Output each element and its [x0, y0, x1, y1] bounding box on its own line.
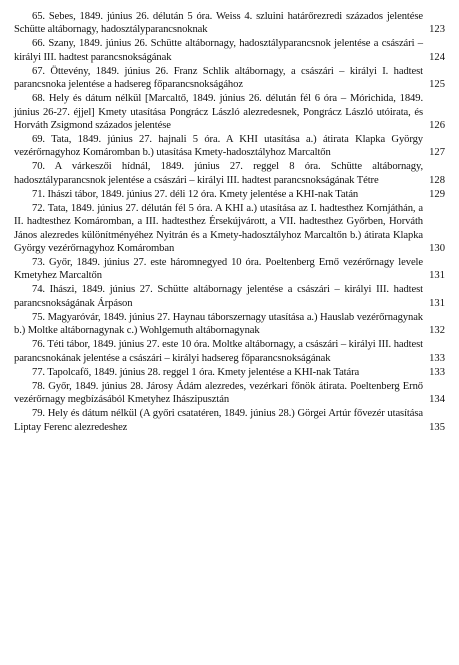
list-item [14, 380, 445, 407]
list-item [14, 256, 445, 283]
list-item [14, 311, 445, 338]
entry-text: 68. Hely és dátum nélkül [Marcaltő, 1849. június 26. délután fél 6 óra – Mórichida, 1849. június 26-27. éjjel] Kmety utasítása Pongrácz László alezredesnek, Pongrácz László utóirata, és Horváth Zsigmond százados jelentése [14, 93, 423, 132]
list-item [14, 338, 445, 365]
page-number: 129 [429, 188, 445, 200]
list-item [14, 160, 445, 187]
list-item [14, 407, 445, 434]
page-number: 125 [429, 79, 445, 91]
entry-text: 65. Sebes, 1849. június 26. délután 5 óra. Weiss 4. szluini határőrezredi százados jelentése Schütte altábornagy, hadosztályparancsnoknak [14, 11, 423, 36]
page-number: 132 [429, 325, 445, 337]
page-number: 130 [429, 243, 445, 255]
entry-text: 67. Öttevény, 1849. június 26. Franz Schlik altábornagy, a császári – királyi I. hadtest parancsnoka jelentése a hadsereg főparancsnokságához [14, 65, 423, 91]
entry-text: 74. Ihászi, 1849. június 27. Schütte altábornagy jelentése a császári – királyi III. hadtest parancsnokságának Árpáson [14, 284, 423, 309]
entry-text: 69. Tata, 1849. június 27. hajnali 5 óra. A KHI utasítása a.) átirata Klapka György vezérőrnagyhoz Komáromban b.) utasítása Kmety-hadosztályhoz Marcaltőn [14, 134, 423, 159]
list-item [14, 92, 445, 132]
list-item [14, 366, 445, 379]
list-item [14, 188, 445, 201]
page-number: 127 [429, 147, 445, 159]
page-number: 123 [429, 24, 445, 36]
entry-text: 79. Hely és dátum nélkül (A győri csatatéren, 1849. június 28.) Görgei Artúr fővezér utasítása Liptay Ferenc alezredeshez [14, 408, 423, 433]
page-number: 133 [429, 352, 445, 364]
entry-text: 66. Szany, 1849. június 26. Schütte altábornagy, hadosztályparancsnok jelentése a császári – királyi III. hadtest parancsnokságának [14, 38, 423, 63]
page-number: 134 [429, 394, 445, 406]
entry-text: 73. Győr, 1849. június 27. este háromnegyed 10 óra. Poeltenberg Ernő vezérőrnagy levele Kmetyhez Marcaltőn [14, 257, 423, 282]
list-item [14, 202, 445, 256]
entry-text: 78. Győr, 1849. június 28. Járosy Ádám alezredes, vezérkari főnök átirata. Poeltenberg Ernő vezérőrnagy megbízásából Kmetyhez Ihászipusztán [14, 380, 423, 406]
list-item [14, 133, 445, 160]
entry-text: 70. A várkeszői hídnál, 1849. június 27. reggel 8 óra. Schütte altábornagy, hadosztályparancsnok jelentése a császári – királyi III. hadtest parancsnokságának Tétre [14, 161, 423, 186]
page-number: 124 [429, 51, 445, 63]
list-item [14, 283, 445, 310]
entry-text: 72. Tata, 1849. június 27. délután fél 5 óra. A KHI a.) utasítása az I. hadtesthez Kornjáthán, a II. hadtesthez Komáromban, a III. hadtesthez Érsekújvárott, a VII. hadtesthez Győrben, Horváth János alezredes különítményéhez Nyitrán és a Kmety-hadosztályhoz Marcaltőn b.) átirata Klapka György vezérőrnagyhoz Komáromban [14, 202, 423, 255]
page-number: 131 [429, 297, 445, 309]
page-number: 133 [429, 366, 445, 378]
entry-text: 75. Magyaróvár, 1849. június 27. Haynau táborszernagy utasítása a.) Hauslab vezérőrnagynak b.) Moltke altábornagynak c.) Wohlgemuth altábornagynak [14, 311, 423, 337]
list-item [14, 65, 445, 92]
entry-text: 77. Tapolcafő, 1849. június 28. reggel 1 óra. Kmety jelentése a KHI-nak Tatára [32, 366, 360, 378]
page-number: 135 [429, 421, 445, 433]
list-item [14, 37, 445, 64]
list-item [14, 10, 445, 37]
entry-text: 71. Ihászi tábor, 1849. június 27. déli 12 óra. Kmety jelentése a KHI-nak Tatán [32, 188, 359, 200]
contents-list [14, 10, 445, 434]
entry-text: 76. Téti tábor, 1849. június 27. este 10 óra. Moltke altábornagy, a császári – királyi III. hadtest parancsnokának jelentése a császári – királyi hadsereg főparancsnokságának [14, 339, 423, 364]
page-number: 128 [429, 174, 445, 186]
page-number: 131 [429, 270, 445, 282]
page-number: 126 [429, 120, 445, 132]
